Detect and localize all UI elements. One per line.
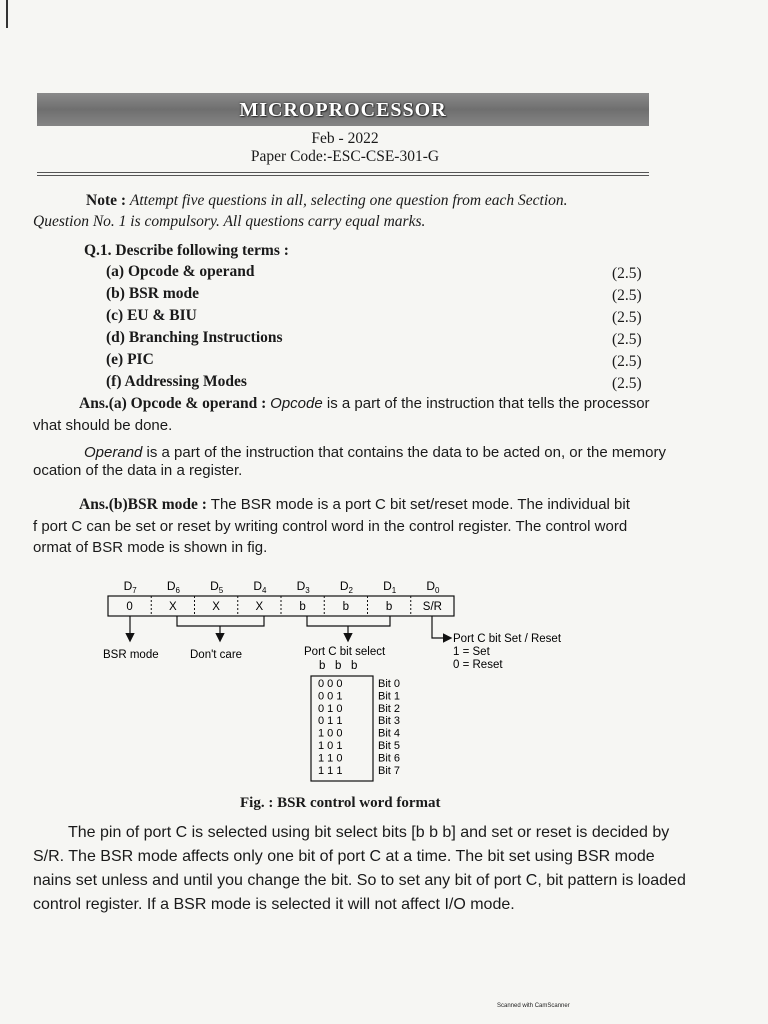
answer-a-line-1 [79,393,650,415]
bit-select-label: Bit 1 [378,690,401,703]
bit-header: $D_6$ [166,579,180,595]
answer-a-text-1: is a part of the instruction that tells the processor [322,395,650,412]
bit-header: $D_1$ [383,579,397,595]
answer-b-line-2: f port C can be set or reset by writing control word in the control register. The control word [33,518,628,535]
question-item-marks: (2.5) [612,331,642,348]
answer-b-line-1 [79,494,630,516]
arrow-set-reset [432,616,450,638]
bit-select-code: 0 1 1 [318,715,343,728]
note-label: Note : [86,192,127,209]
bit-select-label: Bit 0 [378,678,401,690]
control-word-cell: b [299,601,306,613]
control-word-cell: S/R [422,601,442,613]
question-item-label: (a) Opcode & operand [106,263,255,280]
answer-a-line-2: vhat should be done. [33,417,173,434]
question-item-marks: (2.5) [612,265,642,282]
scanner-watermark: Scanned with CamScanner [497,1003,570,1009]
closing-line-4: control register. If a BSR mode is selected it will not affect I/O mode. [33,896,515,913]
control-word-cell: X [255,601,264,613]
note-text-1: Attempt five questions in all, selecting one question from each Section. [129,192,568,209]
control-word-cell: X [169,601,177,613]
divider-top-2 [37,175,649,176]
bracket-dont-care [177,616,264,626]
question-item-label: (f) Addressing Modes [106,373,247,390]
question-item-marks: (2.5) [612,353,642,370]
note-line-1 [86,190,568,212]
label-select-bits: b b b [319,660,358,672]
bit-select-label: Bit 4 [378,727,401,740]
question-item-label: (e) PIC [106,351,154,368]
bit-select-label: Bit 2 [378,702,401,715]
note-line-2: Question No. 1 is compulsory. All questions carry equal marks. [33,213,426,230]
bit-select-code: 0 0 1 [318,690,343,703]
question-item-marks: (2.5) [612,287,642,304]
answer-b-line-3: ormat of BSR mode is shown in fig. [33,539,268,556]
control-word-cell: b [385,601,393,613]
exam-date: Feb - 2022 [311,130,379,147]
label-dont-care: Don't care [190,649,243,661]
bit-select-label: Bit 5 [378,740,401,752]
bit-select-label: Bit 7 [378,764,401,777]
bit-select-code: 1 1 1 [318,764,343,777]
bit-select-code: 1 0 0 [318,727,343,740]
label-reset: 0 = Reset [453,659,503,671]
question-item-label: (b) BSR mode [106,285,200,302]
bit-header: $D_4$ [253,579,267,595]
bit-header: $D_0$ [426,579,440,595]
answer-a-text-3: is a part of the instruction that contains the data to be acted on, or the memory [142,444,667,461]
bit-select-table-box [311,676,373,781]
question-item-label: (d) Branching Instructions [106,329,283,346]
closing-line-2: S/R. The BSR mode affects only one bit of port C at a time. The bit set using BSR mode [33,848,655,865]
divider-top [37,172,649,173]
control-word-cell: X [212,601,220,613]
closing-line-3: nains set unless and until you change the bit. So to set any bit of port C, bit pattern is loaded [33,872,686,889]
question-item-marks: (2.5) [612,309,642,326]
page-edge-mark [6,0,8,28]
answer-a-heading: Ans.(a) Opcode & operand : [79,395,267,412]
answer-a-term-operand: Operand [84,444,143,461]
label-set-reset: Port C bit Set / Reset [453,633,562,645]
answer-b-heading: Ans.(b)BSR mode : [79,496,207,513]
paper-code: Paper Code:-ESC-CSE-301-G [250,148,440,165]
answer-a-term-opcode: Opcode [270,395,323,412]
answer-b-text-1: The BSR mode is a port C bit set/reset mode. The individual bit [206,496,630,513]
bit-header: $D_2$ [339,579,353,595]
control-word-cell: b [342,601,350,613]
bit-header: $D_7$ [123,579,137,595]
answer-a-line-4: ocation of the data in a register. [33,462,243,479]
bit-select-code: 1 1 0 [318,752,343,765]
question-heading: Q.1. Describe following terms : [84,242,289,259]
bit-header: $D_5$ [210,579,224,595]
label-port-c-select: Port C bit select [304,646,386,658]
bit-header: $D_3$ [296,579,310,595]
label-bsr-mode: BSR mode [103,649,159,661]
bracket-port-c-select [307,616,390,626]
control-word-cell: 0 [126,601,133,613]
control-word-box [108,596,454,616]
bit-select-label: Bit 6 [378,752,401,765]
bit-select-code: 0 0 0 [318,678,343,690]
question-item-marks: (2.5) [612,375,642,392]
bit-select-code: 0 1 0 [318,702,343,715]
bit-select-label: Bit 3 [378,715,401,728]
closing-line-1: The pin of port C is selected using bit select bits [b b b] and set or reset is decided by [68,824,670,841]
subject-title: MICROPROCESSOR [239,99,447,121]
figure-caption: Fig. : BSR control word format [240,795,441,811]
bit-select-code: 1 0 1 [318,740,343,752]
label-set: 1 = Set [453,646,490,658]
question-item-label: (c) EU & BIU [106,307,197,324]
subject-banner [37,93,649,126]
